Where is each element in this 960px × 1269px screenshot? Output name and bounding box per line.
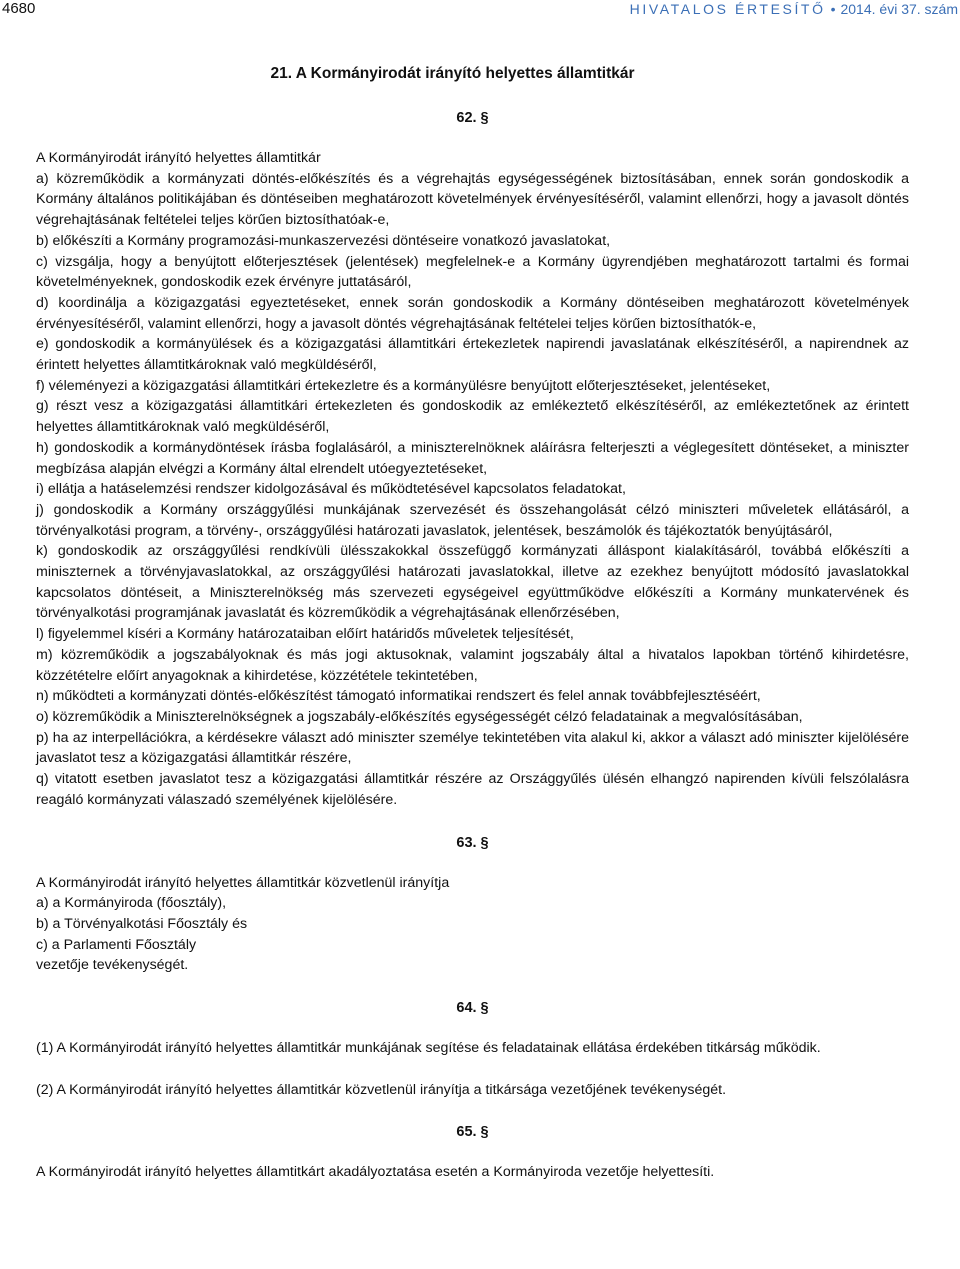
list-item: c) vizsgálja, hogy a benyújtott előterjesztések (jelentések) megfelelnek-e a Kormány ügyrendjében meghatározott tartalmi és formai követelményeknek, gondoskodik ezek érvényre juttatásáról,	[36, 253, 909, 291]
list-item: i) ellátja a hatáselemzési rendszer kidolgozásával és működtetésével kapcsolatos feladatokat,	[36, 481, 626, 498]
list-item: p) ha az interpellációkra, a kérdésekre választ adó miniszter személye tekintetében vita alakul ki, akkor a választ adó miniszter kijelölésére javaslatot tesz a közigazgatási államtitkár részére,	[36, 729, 909, 767]
list-item: j) gondoskodik a Kormány országgyűlési munkájának szervezését és összehangolását célzó miniszteri műveletek ellátásáról, a törvényalkotási program, a törvény-, országgyűlési határozati javaslatok, jelentések, beszámolók és tájékoztatók benyújtásáról,	[36, 501, 909, 539]
list-item: o) közreműködik a Miniszterelnökségnek a jogszabály-előkészítés egységességét célzó feladatainak a megvalósításában,	[36, 708, 803, 725]
list-item: g) részt vesz a közigazgatási államtitkári értekezleten és gondoskodik az emlékeztető elkészítéséről, az emlékeztetőnek az érintett helyettes államtitkároknak való megküldéséről,	[36, 398, 909, 436]
list-item: f) véleményezi a közigazgatási államtitkári értekezletre és a kormányülésre benyújtott előterjesztéseket, jelentéseket,	[36, 377, 771, 394]
list-item: h) gondoskodik a kormánydöntések írásba foglalásáról, a miniszterelnöknek aláírásra felterjeszti a véglegesített döntéseket, a miniszter megbízása alapján elvégzi a Kormány által elrendelt utóegyeztetéseket,	[36, 439, 909, 477]
list-item: q) vitatott esetben javaslatot tesz a közigazgatási államtitkár részére az Országgyűlés ülésén elhangzó napirenden kívüli felszólalásra reagáló kormányzati válaszadó személyének kijelölésére.	[36, 771, 909, 808]
paragraph: (2) A Kormányirodát irányító helyettes államtitkár közvetlenül irányítja a titkársága vezetőjének tevékenységét.	[36, 1081, 727, 1098]
list-item: a) közreműködik a kormányzati döntés-előkészítés és a végrehajtás egységességének biztosításában, ennek során gondoskodik a Kormány általános politikájában és döntéseiben meghatározott követelmények érvényesítéséről, valamint ellenőrzi, hogy a javasolt döntés végrehajtásának feltételei teljes körűen biztosíthatóak-e,	[36, 170, 909, 229]
bullet-separator: •	[830, 1, 836, 17]
section-title-64: 64. §	[456, 1000, 489, 1017]
list-item: l) figyelemmel kíséri a Kormány határozataiban előírt határidős műveletek teljesítését,	[36, 626, 574, 643]
list-item: b) a Törvényalkotási Főosztály és	[36, 915, 248, 932]
issue-label: 2014. évi 37. szám	[840, 1, 958, 17]
section-title-62: 62. §	[456, 110, 489, 126]
list-item: b) előkészíti a Kormány programozási-munkaszervezési döntéseire vonatkozó javaslatokat,	[36, 232, 611, 249]
page-number: 4680	[2, 0, 36, 17]
paragraph: (1) A Kormányirodát irányító helyettes államtitkár munkájának segítése és feladatainak ellátása érdekében titkárság működik.	[36, 1040, 821, 1057]
page-header	[0, 0, 960, 22]
section-title-65: 65. §	[456, 1124, 489, 1141]
section-title-63: 63. §	[456, 834, 489, 851]
list-item: m) közreműködik a jogszabályoknak és más jogi aktusoknak, valamint jogszabály által a hivatalos lapokban történő kihirdetésre, közzétételre előírt anyagoknak a kihirdetése, közzététele tekintetében,	[36, 646, 909, 684]
section-62-intro: A Kormányirodát irányító helyettes államtitkár	[36, 150, 321, 166]
document-body	[36, 64, 909, 1183]
list-item: d) koordinálja a közigazgatási egyeztetéseket, ennek során gondoskodik a Kormány döntéseiben meghatározott követelmények érvényesítéséről, valamint ellenőrzi, hogy a javasolt döntés végrehajtásának feltételei teljes körűen biztosíthatók-e,	[36, 294, 909, 332]
list-item: a) a Kormányiroda (főosztály),	[36, 895, 227, 912]
list-item: e) gondoskodik a kormányülések és a közigazgatási államtitkári értekezletek napirendi javaslatának elkészítéséről, a napirendnek az érintett helyettes államtitkároknak való megküldéséről,	[36, 336, 909, 374]
journal-name: HIVATALOS ÉRTESÍTŐ	[629, 1, 826, 17]
list-item: k) gondoskodik az országgyűlési rendkívüli ülésszakokkal összefüggő kormányzati álláspont kialakításáról, továbbá előkészíti a miniszternek a törvényjavaslatokkal, az országgyűlési határozati javaslatokkal, illetve az ezekhez benyújtott módosító javaslatokkal kapcsolatos döntéseit, a Miniszterelnökség más szervezeti egységeivel együttműködve előkészíti a Kormány munkatervének és törvényalkotási programjának javaslatát és közreműködik a végrehajtásának ellenőrzésében,	[36, 543, 909, 622]
section-63-intro: A Kormányirodát irányító helyettes államtitkár közvetlenül irányítja	[36, 874, 450, 891]
list-item: n) működteti a kormányzati döntés-előkészítést támogató informatikai rendszert és felel annak továbbfejlesztéséért,	[36, 688, 761, 705]
journal-masthead	[630, 0, 958, 18]
chapter-title: 21. A Kormányirodát irányító helyettes államtitkár	[270, 65, 635, 82]
paragraph: A Kormányirodát irányító helyettes államtitkárt akadályoztatása esetén a Kormányiroda vezetője helyettesíti.	[36, 1164, 715, 1181]
list-item: c) a Parlamenti Főosztály	[36, 936, 197, 953]
section-63-closing: vezetője tevékenységét.	[36, 957, 189, 974]
